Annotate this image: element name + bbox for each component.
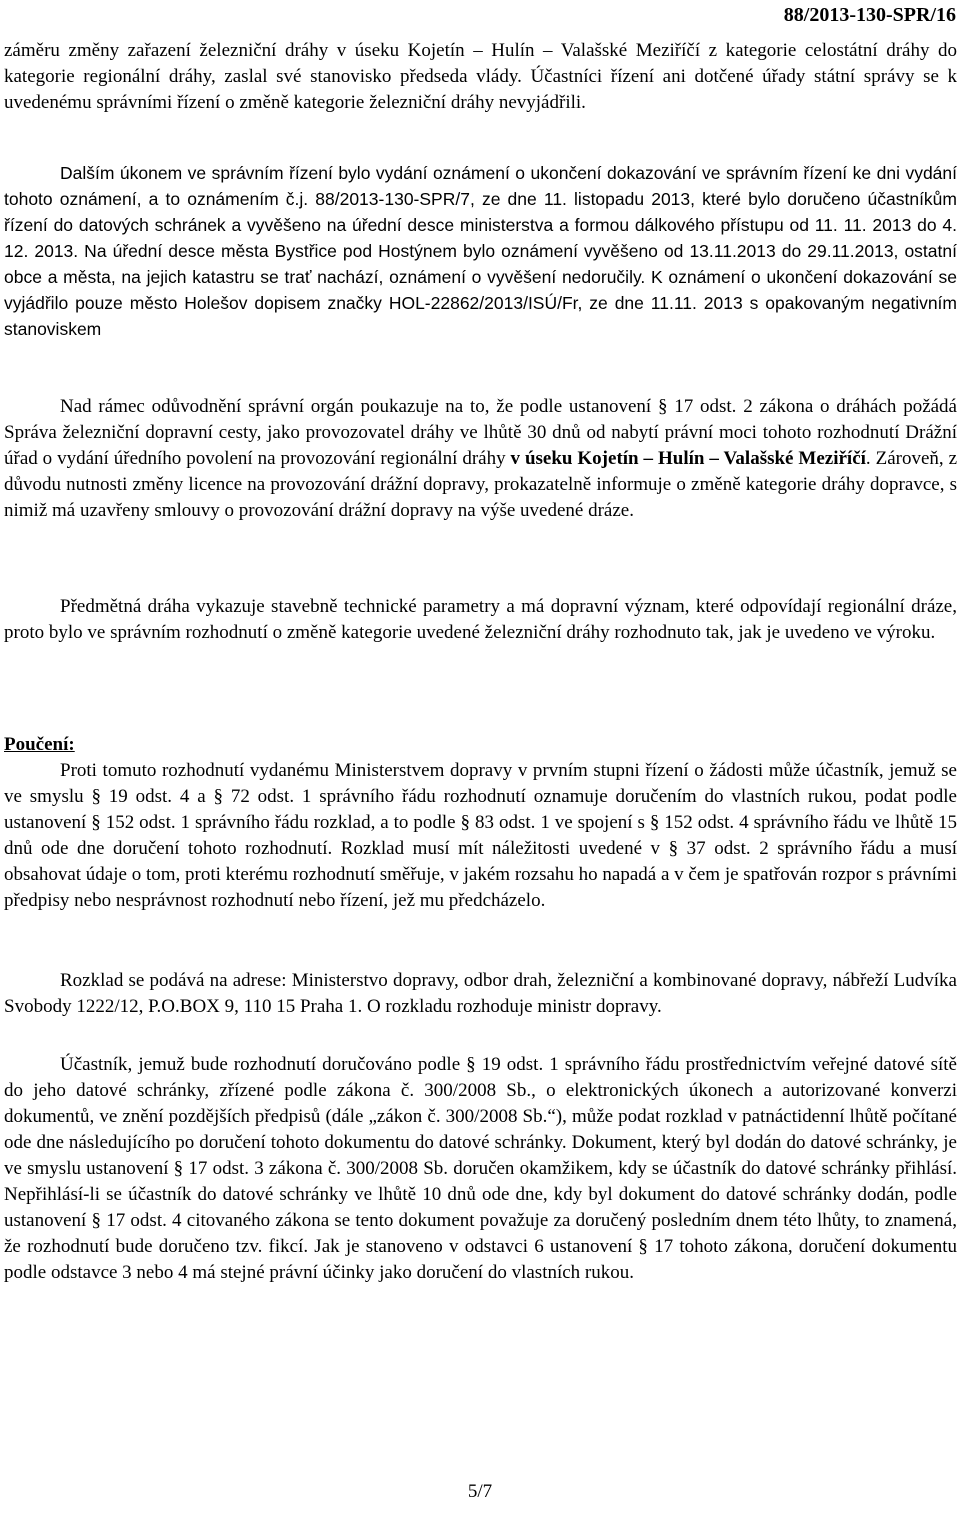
paragraph-appeal-instructions: Proti tomuto rozhodnutí vydanému Ministerstvem dopravy v prvním stupni řízení o žádosti může účastník, jemuž se ve smyslu § 19 odst. 4 a § 72 odst. 1 správního řádu rozhodnutí oznamuje doručením do vlastních rukou, podat podle ustanovení § 152 odst. 1 správního řádu rozklad, a to podle § 83 odst. 1 ve spojení s § 152 odst. 4 správního řádu ve lhůtě 15 dnů ode dne doručení tohoto rozhodnutí. Rozklad musí mít náležitosti uvedené v § 37 odst. 2 správního řádu a musí obsahovat údaje o tom, proti kterému rozhodnutí směřuje, v jakém rozsahu ho napadá a v čem je spatřován rozpor s právními předpisy nebo nesprávnost rozhodnutí nebo řízení, jež mu předcházelo.	[4, 760, 957, 911]
instruction-heading: Poučení:	[4, 734, 75, 755]
page-number: 5/7	[467, 1481, 493, 1502]
paragraph-appeal-address: Rozklad se podává na adrese: Ministerstvo dopravy, odbor drah, železniční a kombinované dopravy, nábřeží Ludvíka Svobody 1222/12, P.O.BOX 9, 110 15 Praha 1. O rozkladu rozhoduje ministr dopravy.	[4, 970, 957, 1017]
paragraph-track-parameters: Předmětná dráha vykazuje stavebně technické parametry a má dopravní význam, které odpovídají regionální dráze, proto bylo ve správním rozhodnutí o změně kategorie uvedené železniční dráhy rozhodnuto tak, jak je uvedeno ve výroku.	[4, 596, 957, 643]
paragraph-evidence-completion: Dalším úkonem ve správním řízení bylo vydání oznámení o ukončení dokazování ve správním řízení ke dni vydání tohoto oznámení, a to oznámením č.j. 88/2013-130-SPR/7, ze dne 11. listopadu 2013, které bylo doručeno účastníkům řízení do datových schránek a vyvěšeno na úřední desce ministerstva a formou dálkového přístupu od 11. 11. 2013 do 4. 12. 2013. Na úřední desce města Bystřice pod Hostýnem bylo oznámení vyvěšeno od 13.11.2013 do 29.11.2013, ostatní obce a města, na jejich katastru se trať nachází, oznámení o vyvěšení nedoručily. K oznámení o ukončení dokazování se vyjádřilo pouze město Holešov dopisem značky HOL-22862/2013/ISÚ/Fr, ze dne 11.11. 2013 s opakovaným negativním stanoviskem	[4, 163, 957, 339]
paragraph-text: Nad rámec odůvodnění správní orgán poukazuje na to, že podle ustanovení § 17 odst. 2 zákona o dráhách požádá Správa železniční dopravní cesty, jako provozovatel dráhy ve lhůtě 30 dnů od nabytí právní moci tohoto rozhodnutí Drážní úřad o vydání úředního povolení na provozování regionální dráhy	[4, 396, 957, 469]
paragraph-additional-reasoning	[4, 394, 957, 524]
paragraph-section-name: v úseku Kojetín – Hulín – Valašské Meziříčí	[510, 448, 866, 469]
paragraph-text: . Zároveň, z důvodu nutnosti změny licence na provozování drážní dopravy, prokazatelně informuje o změně kategorie dráhy dopravce, s nimiž má uzavřeny smlouvy o provozování drážní dopravy na výše uvedené dráze.	[4, 448, 958, 521]
paragraph-data-box-delivery: Účastník, jemuž bude rozhodnutí doručováno podle § 19 odst. 1 správního řádu prostřednictvím veřejné datové sítě do jeho datové schránky, zřízené podle zákona č. 300/2008 Sb., o elektronických úkonech a autorizované konverzi dokumentů, ve znění pozdějších předpisů (dále „zákon č. 300/2008 Sb.“), může podat rozklad v patnáctidenní lhůtě počítané ode dne následujícího po doručení tohoto dokumentu do datové schránky. Dokument, který byl dodán do datové schránky, je ve smyslu ustanovení § 17 odst. 3 zákona č. 300/2008 Sb. doručen okamžikem, kdy se účastník do datové schránky přihlásí. Nepřihlásí-li se účastník do datové schránky ve lhůtě 10 dnů ode dne, kdy byl dokument do datové schránky dodán, podle ustanovení § 17 odst. 4 citovaného zákona se tento dokument považuje za doručený posledním dnem této lhůty, to znamená, že rozhodnutí bude doručeno tzv. fikcí. Jak je stanoveno v odstavci 6 ustanovení § 17 tohoto zákona, doručení dokumentu podle odstavce 3 nebo 4 má stejné právní účinky jako doručení do vlastních rukou.	[4, 1054, 957, 1283]
paragraph-ministry-statement: záměru změny zařazení železniční dráhy v úseku Kojetín – Hulín – Valašské Meziříčí z kategorie celostátní dráhy do kategorie regionální dráhy, zaslal své stanovisko předseda vlády. Účastníci řízení ani dotčené úřady státní správy se k uvedenému správními řízení o změně kategorie železniční dráhy nevyjádřili.	[4, 40, 957, 113]
document-reference-number: 88/2013-130-SPR/16	[783, 4, 956, 26]
